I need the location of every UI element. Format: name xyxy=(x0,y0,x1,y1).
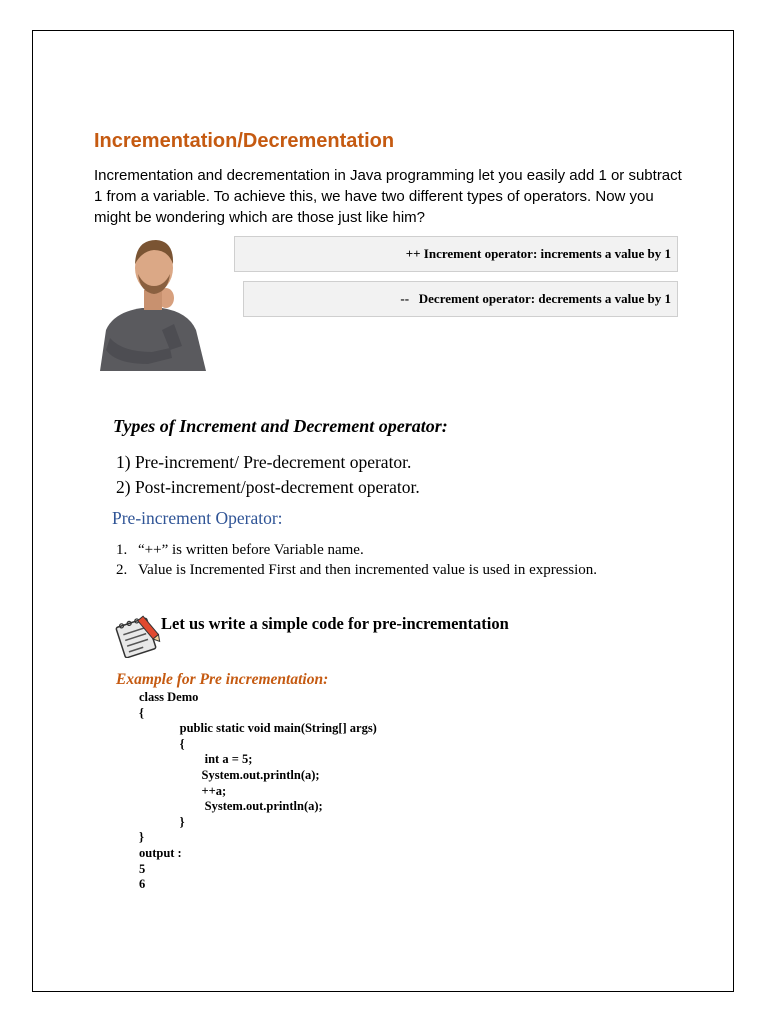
code-line: } xyxy=(139,830,144,845)
decrement-operator-text: -- Decrement operator: decrements a value by 1 xyxy=(400,291,671,306)
list-text: “++” is written before Variable name. xyxy=(138,542,364,558)
types-heading: Types of Increment and Decrement operator: xyxy=(113,416,448,436)
code-intro-text: Let us write a simple code for pre-incrementation xyxy=(161,614,509,633)
code-line: { xyxy=(139,705,144,720)
list-item xyxy=(116,540,676,560)
code-line: System.out.println(a); xyxy=(139,799,323,814)
code-line: 5 xyxy=(139,861,146,876)
pre-increment-points xyxy=(116,540,676,580)
code-line: output : xyxy=(139,845,182,860)
code-line: int a = 5; xyxy=(139,752,253,767)
code-line: System.out.println(a); xyxy=(139,767,320,782)
list-number: 1. xyxy=(116,542,128,558)
example-heading: Example for Pre incrementation: xyxy=(116,671,329,688)
code-line: public static void main(String[] args) xyxy=(139,721,377,736)
decrement-operator-box xyxy=(243,281,678,317)
intro-paragraph: Incrementation and decrementation in Java programming let you easily add 1 or subtract 1 from a variable. To achieve this, we have two different types of operators. Now you might be wondering which are those just like him? xyxy=(94,167,682,226)
list-item xyxy=(116,560,676,580)
code-line: 6 xyxy=(139,877,146,892)
pre-increment-heading: Pre-increment Operator: xyxy=(112,508,283,528)
increment-operator-text: ++ Increment operator: increments a value by 1 xyxy=(405,246,671,261)
increment-operator-box xyxy=(234,236,678,272)
list-number: 2. xyxy=(116,562,128,578)
code-block xyxy=(139,690,377,893)
code-line: { xyxy=(139,736,185,751)
list-item: 1) Pre-increment/ Pre-decrement operator. xyxy=(116,452,412,472)
code-line: class Demo xyxy=(139,690,199,704)
page-title: Incrementation/Decrementation xyxy=(94,130,395,152)
code-line: } xyxy=(139,814,185,829)
notepad-pencil-icon xyxy=(114,612,162,658)
list-text: Value is Incremented First and then incremented value is used in expression. xyxy=(138,562,598,578)
list-item: 2) Post-increment/post-decrement operator. xyxy=(116,477,420,497)
thinking-man-icon xyxy=(70,226,248,371)
code-line: ++a; xyxy=(139,783,227,798)
types-list xyxy=(116,450,420,500)
